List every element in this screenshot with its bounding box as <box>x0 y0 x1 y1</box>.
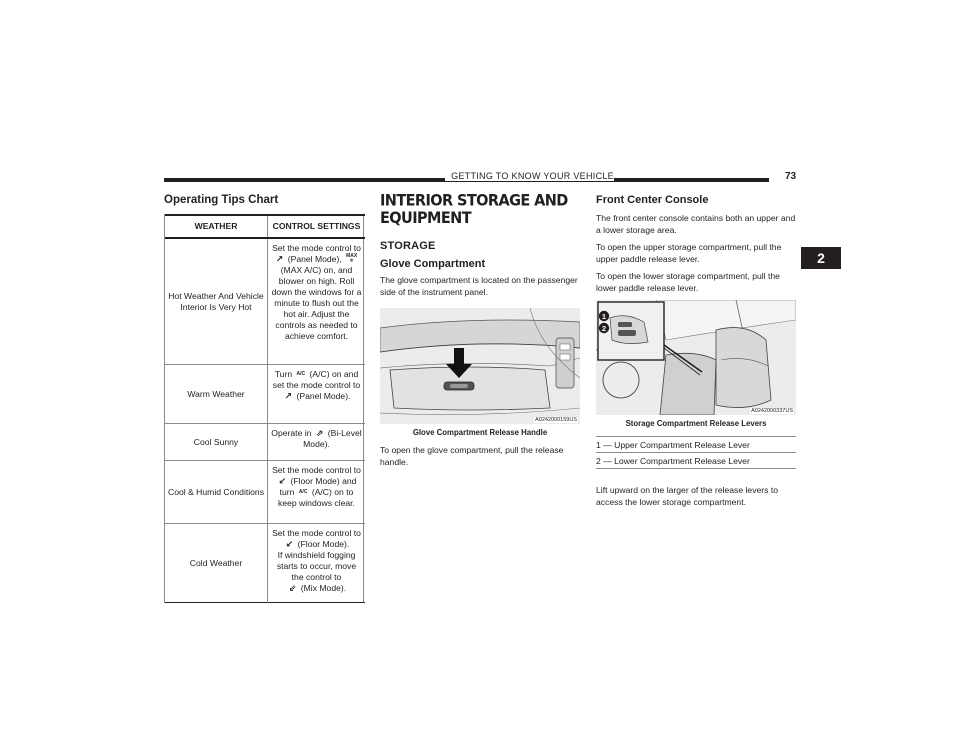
callout-1-label: 1 <box>601 312 607 321</box>
glove-instruction-text: To open the glove compartment, pull the release handle. <box>380 445 564 467</box>
weather-cell: Cool Sunny <box>193 436 239 447</box>
table-row <box>165 424 365 461</box>
page-number: 73 <box>785 171 797 182</box>
floor-mode-icon: ↙ <box>285 539 294 549</box>
table-row <box>165 365 365 424</box>
settings-cell: Set the mode control to ↙ (Floor Mode) and turn A/C (A/C) on to keep windows clear. <box>268 461 366 524</box>
console-illustration <box>596 300 796 415</box>
front-center-console-section <box>596 194 796 514</box>
floor-mode-icon: ↙ <box>278 476 287 486</box>
operating-tips-heading: Operating Tips Chart <box>164 194 279 206</box>
figure-code: A0242000159US <box>535 417 577 423</box>
mix-mode-icon: ⇙ <box>288 583 297 593</box>
table-row <box>165 238 365 365</box>
panel-mode-icon: ↗ <box>284 391 293 402</box>
settings-cell: Turn A/C (A/C) on and set the mode control to ↗ (Panel Mode). <box>268 365 366 424</box>
figure-code: A0242000337US <box>751 408 793 414</box>
figure-legend <box>596 436 796 469</box>
section-title: GETTING TO KNOW YOUR VEHICLE <box>445 171 614 181</box>
console-text-3: To open the lower storage compartment, pull the lower paddle release lever. <box>596 271 780 293</box>
glove-figure-caption: Glove Compartment Release Handle <box>412 428 548 437</box>
console-figure-caption: Storage Compartment Release Levers <box>625 419 767 428</box>
panel-mode-icon: ↗ <box>275 254 284 264</box>
running-header <box>164 171 790 185</box>
operating-tips-table <box>165 214 365 603</box>
ac-icon: A/C <box>298 489 308 496</box>
glove-compartment-illustration <box>380 308 580 424</box>
weather-cell: Cold Weather <box>189 557 243 568</box>
glove-compartment-figure <box>380 308 580 424</box>
operating-tips-section <box>164 194 364 603</box>
weather-cell: Cool & Humid Conditions <box>168 486 265 497</box>
settings-cell: Operate in ⇗ (Bi-Level Mode). <box>268 424 366 461</box>
console-text-1: The front center console contains both an upper and a lower storage area. <box>596 213 796 235</box>
console-heading: Front Center Console <box>596 194 709 206</box>
col-header-settings: CONTROL SETTINGS <box>268 215 366 238</box>
glove-intro-text: The glove compartment is located on the passenger side of the instrument panel. <box>380 275 578 297</box>
bi-level-mode-icon: ⇗ <box>315 428 324 438</box>
interior-storage-section <box>380 194 580 474</box>
console-text-2: To open the upper storage compartment, pull the upper paddle release lever. <box>596 242 782 264</box>
console-text-4: Lift upward on the larger of the release levers to access the lower storage compartment. <box>596 485 779 507</box>
ac-icon: A/C <box>296 371 306 378</box>
settings-cell: Set the mode control to ↗ (Panel Mode), MAX ❄ (MAX A/C) on, and blower on high. Roll down the windows for a minute to flush out the hot air. Adjust the controls as needed to achieve comfort. <box>268 238 366 365</box>
callout-2-label: 2 <box>601 324 607 333</box>
table-row <box>165 461 365 524</box>
weather-cell: Hot Weather And Vehicle Interior Is Very Hot <box>168 290 264 312</box>
console-figure <box>596 300 796 415</box>
weather-cell: Warm Weather <box>187 388 245 399</box>
chapter-tab[interactable]: 2 <box>801 247 841 269</box>
glove-compartment-heading: Glove Compartment <box>380 258 486 270</box>
storage-heading: STORAGE <box>380 240 436 252</box>
main-heading: INTERIOR STORAGE AND EQUIPMENT <box>380 192 568 228</box>
legend-item: 2 — Lower Compartment Release Lever <box>596 452 796 469</box>
settings-cell: Set the mode control to ↙ (Floor Mode). If windshield fogging starts to occur, move the control to ⇙ (Mix Mode). <box>268 524 366 603</box>
table-row <box>165 524 365 603</box>
max-ac-icon: MAX ❄ <box>346 253 358 264</box>
col-header-weather: WEATHER <box>165 215 268 238</box>
legend-item: 1 — Upper Compartment Release Lever <box>596 436 796 452</box>
